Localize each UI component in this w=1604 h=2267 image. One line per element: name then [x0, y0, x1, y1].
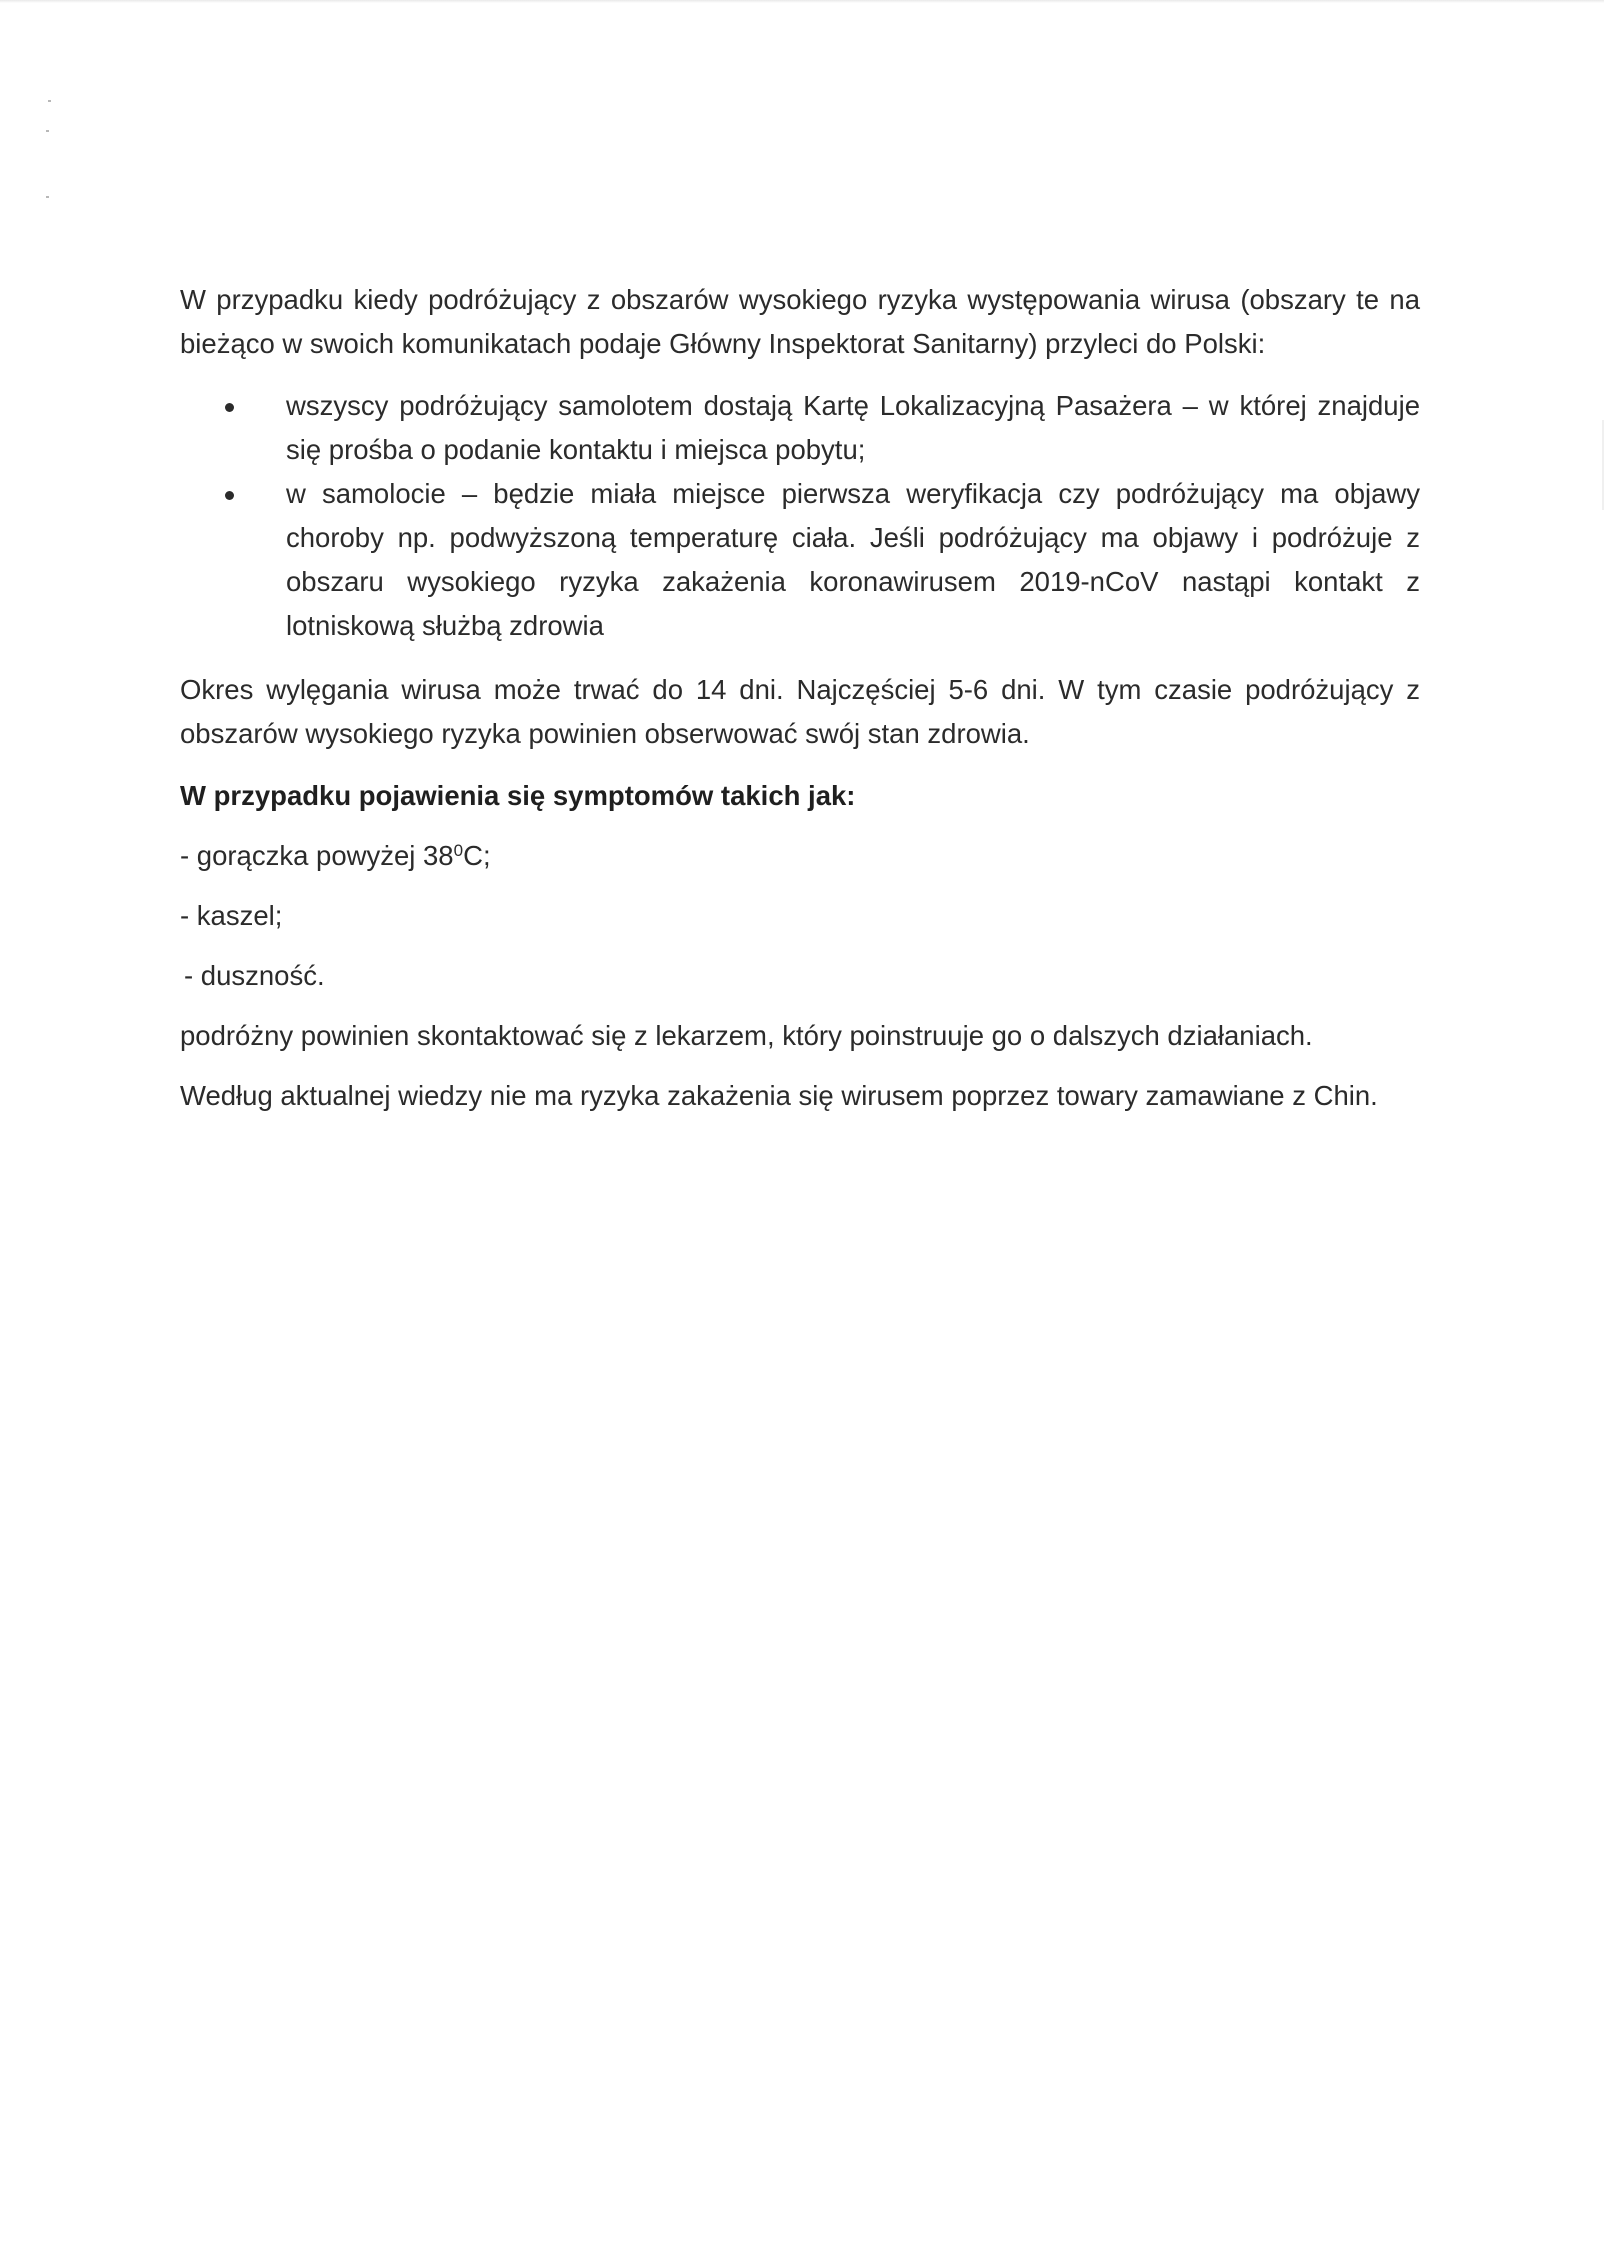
- symptom-fever-unit: C;: [463, 840, 491, 871]
- bullet-text: w samolocie – będzie miała miejsce pierwsza weryfikacja czy podróżujący ma objawy choroby np. podwyższoną temperaturę ciała. Jeśli podróżujący ma objawy i podróżuje z obszaru wysokiego ryzyka zakażenia koronawirusem 2019-nCoV nastąpi kontakt z lotniskową służbą zdrowia: [286, 478, 1420, 641]
- symptom-fever-text: - gorączka powyżej 38: [180, 840, 454, 871]
- list-item: [180, 472, 1420, 648]
- intro-paragraph: W przypadku kiedy podróżujący z obszarów wysokiego ryzyka występowania wirusa (obszary te na bieżąco w swoich komunikatach podaje Główny Inspektorat Sanitarny) przyleci do Polski:: [180, 284, 1420, 359]
- list-item: [180, 384, 1420, 472]
- symptom-dyspnea: - duszność.: [184, 960, 325, 991]
- scan-speck: [46, 196, 49, 198]
- scan-speck: [46, 130, 49, 132]
- document-body: [180, 278, 1420, 1118]
- goods-paragraph: Według aktualnej wiedzy nie ma ryzyka zakażenia się wirusem poprzez towary zamawiane z Chin.: [180, 1080, 1378, 1111]
- bullet-list: [180, 384, 1420, 648]
- doctor-paragraph: podróżny powinien skontaktować się z lekarzem, który poinstruuje go o dalszych działaniach.: [180, 1020, 1313, 1051]
- scan-edge: [0, 0, 1604, 3]
- symptom-cough: - kaszel;: [180, 900, 283, 931]
- bullet-text: wszyscy podróżujący samolotem dostają Kartę Lokalizacyjną Pasażera – w której znajduje się prośba o podanie kontaktu i miejsca pobytu;: [286, 390, 1420, 465]
- bullet-icon: [225, 491, 234, 500]
- incubation-paragraph: Okres wylęgania wirusa może trwać do 14 dni. Najczęściej 5-6 dni. W tym czasie podróżujący z obszarów wysokiego ryzyka powinien obserwować swój stan zdrowia.: [180, 674, 1420, 749]
- bullet-icon: [225, 403, 234, 412]
- scan-speck: [48, 100, 51, 102]
- degree-superscript: 0: [453, 841, 464, 860]
- symptom-fever: [180, 834, 1420, 878]
- symptoms-heading: W przypadku pojawienia się symptomów takich jak:: [180, 780, 856, 811]
